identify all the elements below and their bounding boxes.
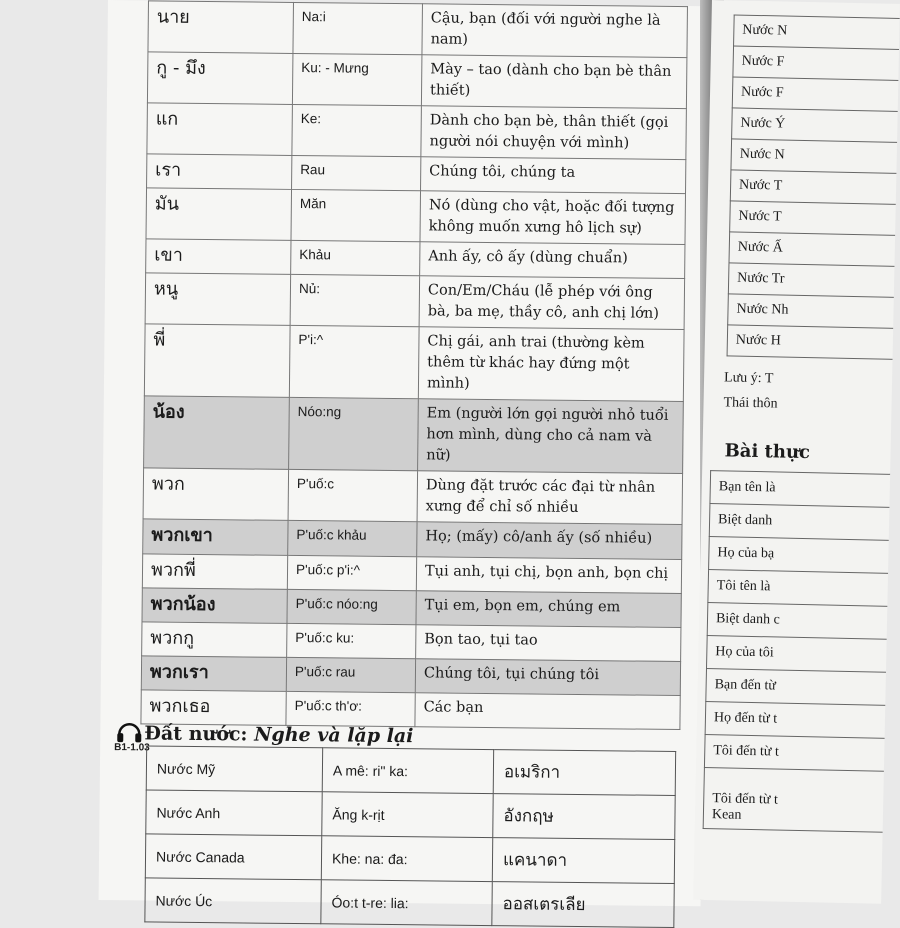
exercise-prompt: Họ đến từ t bbox=[705, 702, 900, 739]
pronunciation: Ku: - Mưng bbox=[292, 53, 422, 105]
thai-word: พวกพี่ bbox=[142, 553, 287, 589]
exercise-prompt: Bạn đến từ bbox=[706, 669, 900, 706]
table-row bbox=[703, 768, 900, 833]
thai-word: พวกกู bbox=[142, 622, 287, 658]
country-table bbox=[144, 745, 676, 928]
country-name: Nước F bbox=[732, 77, 900, 112]
meaning: Dành cho bạn bè, thân thiết (gọi người nói chuyện với mình) bbox=[421, 106, 687, 160]
table-row bbox=[730, 201, 900, 236]
country-thai: อังกฤษ bbox=[493, 794, 675, 840]
thai-word: พวกเรา bbox=[141, 656, 286, 692]
thai-word: มัน bbox=[146, 188, 292, 241]
table-row bbox=[145, 878, 674, 928]
table-row bbox=[144, 324, 684, 402]
table-row bbox=[142, 622, 681, 662]
thai-word: พวก bbox=[143, 468, 289, 521]
table-row bbox=[728, 263, 900, 298]
table-row bbox=[732, 77, 900, 112]
table-row bbox=[146, 239, 685, 279]
country-name: Nước T bbox=[730, 201, 900, 236]
thai-word: เขา bbox=[146, 239, 291, 275]
table-row bbox=[145, 834, 674, 884]
country-name: Nước Tr bbox=[728, 263, 900, 298]
table-row bbox=[730, 170, 900, 205]
country-name: Nước Ấ bbox=[729, 232, 900, 267]
country-pronunciation: Ăng k-rịt bbox=[322, 792, 493, 838]
thai-word: พวกเขา bbox=[143, 519, 288, 555]
country-name: Nước N bbox=[731, 139, 900, 174]
meaning: Mày – tao (dành cho bạn bè thân thiết) bbox=[421, 55, 687, 109]
right-page bbox=[693, 0, 900, 904]
pronoun-table bbox=[140, 0, 688, 730]
country-vietnamese: Nước Anh bbox=[146, 790, 322, 836]
meaning: Chúng tôi, chúng ta bbox=[421, 157, 686, 194]
table-row bbox=[734, 15, 900, 50]
thai-word: นาย bbox=[148, 1, 294, 54]
country-name: Nước Ý bbox=[732, 108, 900, 143]
table-row bbox=[141, 656, 680, 696]
country-thai: อเมริกา bbox=[493, 750, 675, 796]
table-row bbox=[709, 537, 900, 574]
track-code: B1-1.03 bbox=[114, 742, 150, 754]
meaning: Con/Em/Cháu (lễ phép với ông bà, ba mẹ, thầy cô, anh chị lớn) bbox=[419, 276, 685, 330]
country-thai: แคนาดา bbox=[492, 838, 674, 884]
pronunciation: P'uố:c p'i:^ bbox=[287, 555, 416, 590]
table-row bbox=[146, 746, 675, 796]
country-name: Nước N bbox=[734, 15, 900, 50]
table-row bbox=[146, 790, 675, 840]
pronunciation: P'i:^ bbox=[289, 326, 419, 399]
country-vietnamese: Nước Mỹ bbox=[146, 746, 322, 792]
exercise-prompt: Biệt danh c bbox=[707, 603, 900, 640]
country-vietnamese: Nước Canada bbox=[145, 834, 321, 880]
meaning: Tụi anh, tụi chị, bọn anh, bọn chị bbox=[416, 556, 681, 593]
meaning: Em (người lớn gọi người nhỏ tuổi hơn mình, dùng cho cả nam và nữ) bbox=[418, 399, 684, 474]
pronunciation: P'uố:c khảu bbox=[288, 521, 417, 556]
pronunciation: Na:i bbox=[293, 2, 423, 54]
table-row bbox=[733, 46, 900, 81]
table-row bbox=[143, 519, 682, 559]
table-row bbox=[145, 273, 685, 330]
pronunciation: P'uố:c ku: bbox=[287, 623, 416, 658]
meaning: Chúng tôi, tụi chúng tôi bbox=[415, 659, 680, 696]
table-row bbox=[147, 103, 687, 160]
exercise-table bbox=[703, 470, 900, 833]
exercise-prompt: Họ của tôi bbox=[706, 636, 899, 673]
country-name: Nước T bbox=[730, 170, 900, 205]
meaning: Tụi em, bọn em, chúng em bbox=[416, 590, 681, 627]
note: Lưu ý: T Thái thôn bbox=[723, 370, 778, 412]
table-row bbox=[707, 603, 900, 640]
exercise-prompt: Tôi tên là bbox=[708, 570, 900, 607]
table-row bbox=[709, 504, 900, 541]
thai-word: น้อง bbox=[144, 396, 290, 470]
meaning: Cậu, bạn (đối với người nghe là nam) bbox=[422, 4, 688, 58]
pronunciation: Rau bbox=[292, 156, 421, 191]
pronunciation: P'uố:c nóo:ng bbox=[287, 589, 416, 624]
table-row bbox=[729, 232, 900, 267]
table-row bbox=[148, 1, 688, 58]
exercise-prompt: Tôi đến từ t bbox=[704, 735, 900, 772]
pronunciation: Măn bbox=[291, 190, 421, 242]
thai-word: พวกน้อง bbox=[142, 588, 287, 624]
meaning: Bọn tao, tụi tao bbox=[416, 625, 681, 662]
table-row bbox=[731, 139, 900, 174]
table-row bbox=[708, 570, 900, 607]
country-name: Nước F bbox=[733, 46, 900, 81]
pronunciation: Ke: bbox=[292, 104, 422, 156]
country-thai: ออสเตรเลีย bbox=[492, 882, 674, 928]
pronunciation: P'uố:c th'ơ: bbox=[286, 691, 415, 726]
meaning: Các bạn bbox=[415, 693, 680, 730]
table-row bbox=[732, 108, 900, 143]
table-row bbox=[705, 702, 900, 739]
pronunciation: Nủ: bbox=[290, 275, 420, 327]
table-row bbox=[147, 52, 687, 109]
country-name: Nước H bbox=[727, 325, 900, 360]
table-row bbox=[143, 468, 683, 525]
table-row bbox=[147, 154, 686, 194]
pronunciation: P'uố:c bbox=[288, 470, 418, 522]
pronunciation: Khảu bbox=[291, 241, 420, 276]
meaning: Chị gái, anh trai (thường kèm thêm từ khác hay đứng một mình) bbox=[418, 327, 684, 402]
pronunciation: P'uố:c rau bbox=[286, 657, 415, 692]
country-vietnamese: Nước Úc bbox=[145, 878, 321, 924]
thai-word: พี่ bbox=[144, 324, 290, 398]
country-pronunciation: A mê: ri" ka: bbox=[322, 748, 493, 794]
thai-word: พวกเธอ bbox=[141, 690, 286, 726]
exercise-prompt: Biệt danh bbox=[709, 504, 900, 541]
table-row bbox=[710, 471, 900, 508]
thai-word: แก bbox=[147, 103, 293, 156]
table-row bbox=[706, 636, 899, 673]
table-row bbox=[142, 588, 681, 628]
thai-word: เรา bbox=[147, 154, 292, 190]
table-row bbox=[144, 396, 684, 474]
meaning: Anh ấy, cô ấy (dùng chuẩn) bbox=[420, 242, 685, 279]
pronunciation: Nóo:ng bbox=[289, 398, 419, 471]
thai-word: หนู bbox=[145, 273, 291, 326]
right-country-table bbox=[727, 14, 900, 360]
table-row bbox=[727, 325, 900, 360]
section-title: Đất nước: Nghe và lặp lại bbox=[144, 722, 414, 748]
country-pronunciation: Óo:t t-re: lia: bbox=[321, 880, 492, 926]
country-name: Nước Nh bbox=[728, 294, 900, 329]
exercise-prompt: Họ của bạ bbox=[709, 537, 900, 574]
left-page bbox=[99, 0, 710, 916]
table-row bbox=[146, 188, 686, 245]
meaning: Dùng đặt trước các đại từ nhân xưng để chỉ số nhiều bbox=[417, 471, 683, 525]
exercise-prompt: Bạn tên là bbox=[710, 471, 900, 508]
exercise-prompt: Tôi đến từ t Kean bbox=[703, 768, 900, 833]
exercise-title: Bài thực bbox=[724, 440, 811, 464]
table-row bbox=[704, 735, 900, 772]
meaning: Nó (dùng cho vật, hoặc đối tượng không muốn xưng hô lịch sự) bbox=[420, 191, 686, 245]
meaning: Họ; (mấy) cô/anh ấy (số nhiều) bbox=[417, 522, 682, 559]
table-row bbox=[142, 553, 681, 593]
table-row bbox=[706, 669, 900, 706]
country-pronunciation: Khe: na: đa: bbox=[321, 836, 492, 882]
table-row bbox=[728, 294, 900, 329]
thai-word: กู - มึง bbox=[147, 52, 293, 105]
